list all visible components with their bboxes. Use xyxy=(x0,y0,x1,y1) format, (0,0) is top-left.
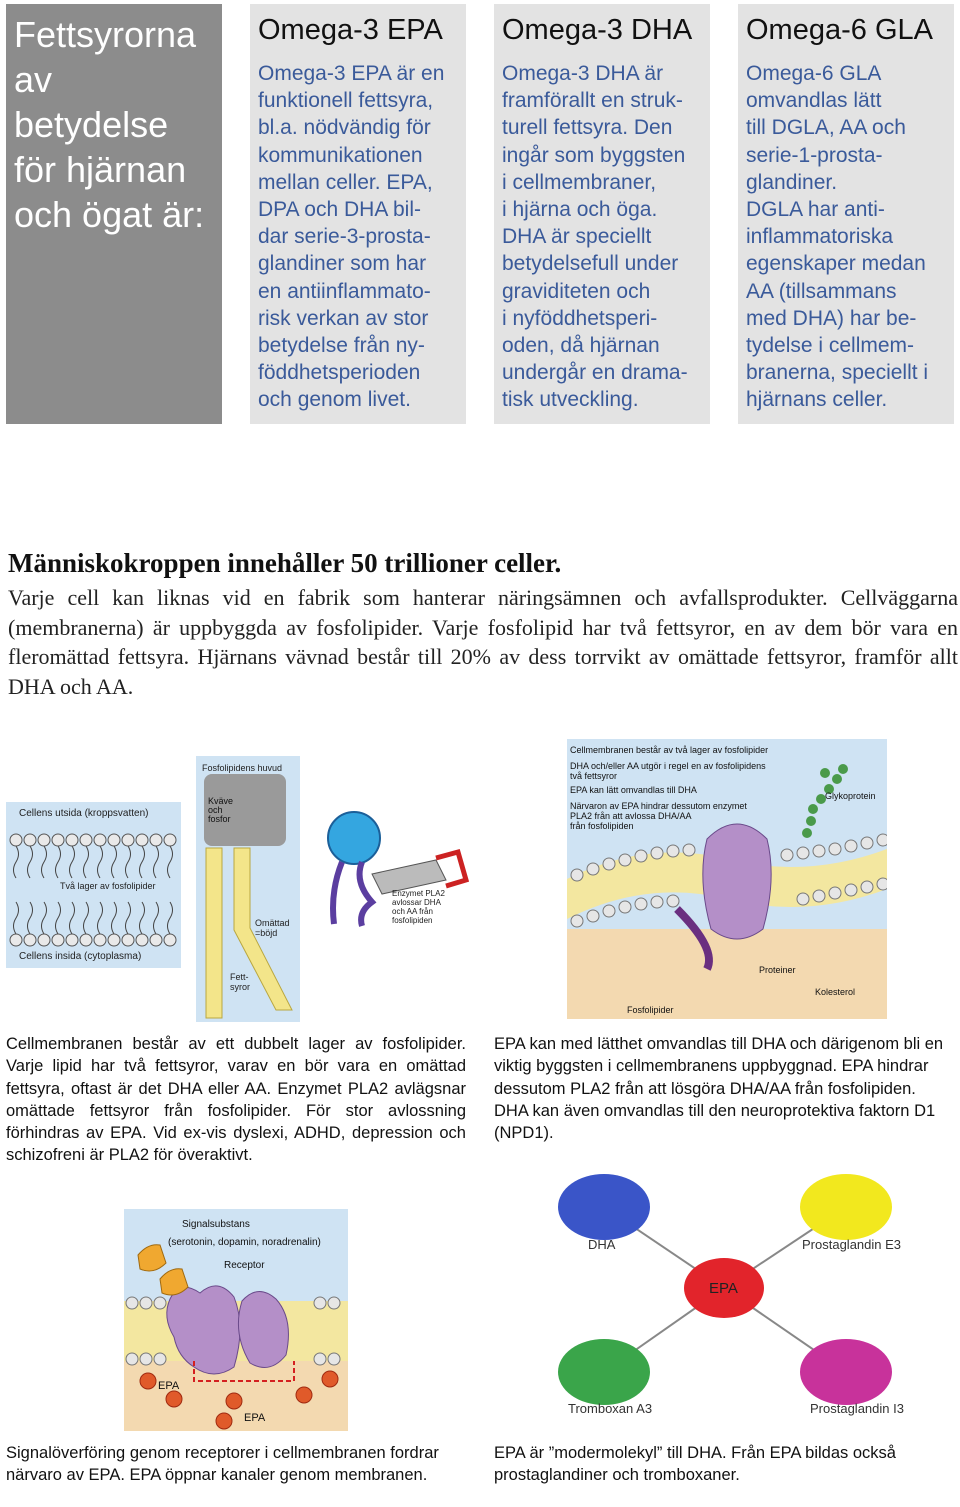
label-phospholipids: Fosfolipider xyxy=(627,1005,674,1015)
label-cell-inside: Cellens insida (cytoplasma) xyxy=(19,951,142,962)
epa-derivatives-figure xyxy=(548,1167,948,1429)
caption-epa-dha: EPA kan med lätthet omvandlas till DHA och därigenom bli en viktig byggsten i cellmembranens uppbyggnad. EPA hindrar dessutom PLA2 från att lösgöra DHA/AA från fosfolipiden. DHA kan även omvandlas till den neuroprotektiva faktorn D1 (NPD1). xyxy=(494,1035,944,1143)
label-pge3: Prostaglandin E3 xyxy=(802,1237,902,1252)
label-pgi3: Prostaglandin I3 xyxy=(810,1401,904,1416)
label-glycoprotein: Glykoprotein xyxy=(825,791,876,801)
label-enzyme: fosfolipiden xyxy=(392,916,433,925)
label-fatty: syror xyxy=(230,982,250,992)
pgi3-circle xyxy=(800,1339,892,1405)
molecule-tails xyxy=(333,862,372,926)
label-signal-sub: (serotonin, dopamin, noradrenalin) xyxy=(168,1237,321,1248)
fig2-text: från fosfolipiden xyxy=(570,821,634,831)
card-title: Omega-6 GLA xyxy=(746,14,933,46)
membrane-detail-figure xyxy=(567,739,887,1019)
fig2-text: EPA kan lätt omvandlas till DHA xyxy=(570,785,697,795)
label-enzyme: avlossar DHA xyxy=(392,898,441,907)
membrane-schematic-figure xyxy=(6,756,476,1022)
card-title: Omega-3 DHA xyxy=(502,14,693,46)
title-line: och ögat är: xyxy=(14,194,205,235)
label-fatty: Fett- xyxy=(230,972,249,982)
dha-circle xyxy=(558,1174,650,1240)
fig2-text: Cellmembranen består av två lager av fosfolipider xyxy=(570,745,769,755)
label-head: Fosfolipidens huvud xyxy=(202,763,283,773)
card-body: Omega-3 EPA är en funktionell fettsyra, bl.a. nödvändig för kommunikationen mellan celler. EPA, DPA och DHA bil- dar serie-3-prosta- glandiner som har en antiinflammato- risk verkan av stor betydelse från ny- föddhetsperioden och genom livet. xyxy=(258,62,445,412)
pge3-circle xyxy=(800,1174,892,1240)
membrane-protein xyxy=(703,824,771,939)
cytoplasm-bg xyxy=(567,929,887,1019)
receptor-signaling-figure xyxy=(124,1209,348,1431)
label-epa: EPA xyxy=(158,1380,180,1392)
caption-mother-molecule: EPA är ”modermolekyl” till DHA. Från EPA bildas också prostaglandiner och tromboxaner. xyxy=(494,1444,896,1485)
fig2-text: PLA2 från att avlossa DHA/AA xyxy=(570,811,692,821)
fig2-text: Närvaron av EPA hindrar dessutom enzymet xyxy=(570,801,747,811)
label-signal: Signalsubstans xyxy=(182,1219,250,1230)
title-line: av betydelse xyxy=(14,59,169,145)
title-line: för hjärnan xyxy=(14,149,187,190)
card-omega6-gla xyxy=(738,4,954,424)
card-title: Omega-3 EPA xyxy=(258,14,443,46)
label-txa3: Tromboxan A3 xyxy=(568,1401,653,1416)
title-box xyxy=(6,4,222,424)
card-omega3-epa xyxy=(250,4,466,424)
title-line: Fettsyrorna xyxy=(14,14,197,55)
section-heading: Människokroppen innehåller 50 trillioner celler. xyxy=(8,548,562,578)
label-head-text: fosfor xyxy=(208,814,231,824)
card-body: Omega-3 DHA är framförallt en struk- turell fettsyra. Den ingår som byggsten i cellmembraner, i hjärna och öga. DHA är speciellt betydelsefull under graviditeten och i nyföddhetsperi- oden, då hjärnan undergår en drama- tisk utveckling. xyxy=(502,62,688,412)
label-enzyme: Enzymet PLA2 xyxy=(392,889,445,898)
caption-signaling: Signalöverföring genom receptorer i cellmembranen fordrar närvaro av EPA. EPA öppnar kanaler genom membranen. xyxy=(6,1444,439,1485)
label-receptor: Receptor xyxy=(224,1260,265,1271)
label-cell-outside: Cellens utsida (kroppsvatten) xyxy=(19,808,149,819)
fig2-text: DHA och/eller AA utgör i regel en av fosfolipidens xyxy=(570,761,766,771)
phospholipid-ball xyxy=(328,812,380,864)
fig2-text: två fettsyror xyxy=(570,771,618,781)
label-head-text: Kväve xyxy=(208,796,234,806)
label-two-layers: Två lager av fosfolipider xyxy=(60,881,156,891)
card-body: Omega-6 GLA omvandlas lätt till DGLA, AA och serie-1-prosta- glandiner. DGLA har anti- inflammatoriska egenskaper medan AA (tillsammans med DHA) har be- tydelse i cellmem- branerna, speciellt i hjärnans celler. xyxy=(746,62,929,412)
caption-membrane: Cellmembranen består av ett dubbelt lager av fosfolipider. Varje lipid har två fettsyror, varav en bör vara en omättad fettsyra, oftast är det DHA eller AA. Enzymet PLA2 avlägsnar omättade fettsyror från fosfolipider. För stor avlossning förhindras av EPA. Vid ex-vis dyslexi, ADHD, depression och schizofreni är PLA2 för överaktivt. xyxy=(6,1035,466,1165)
label-epa: EPA xyxy=(244,1412,266,1424)
label-epa-center: EPA xyxy=(709,1280,738,1297)
label-cholesterol: Kolesterol xyxy=(815,987,856,997)
fatty-acid-chain xyxy=(206,848,222,1018)
label-dha: DHA xyxy=(588,1237,616,1252)
label-unsaturated: Omättad xyxy=(255,918,290,928)
label-protein: Proteiner xyxy=(759,965,796,975)
txa3-circle xyxy=(558,1339,650,1405)
card-omega3-dha xyxy=(494,4,710,424)
section-body: Varje cell kan liknas vid en fabrik som hanterar näringsämnen och avfallsprodukter. Cellväggarna (membranerna) är uppbyggda av fosfolipider. Varje fosfolipid har två fettsyror, en av dem bör vara en fleromättad fettsyra. Hjärnans vävnad består till 20% av dess torrvikt av omättade fettsyror, framför allt DHA och AA. xyxy=(8,585,958,699)
label-unsaturated: =böjd xyxy=(255,928,278,938)
label-head-text: och xyxy=(208,805,223,815)
label-enzyme: och AA från xyxy=(392,907,433,916)
